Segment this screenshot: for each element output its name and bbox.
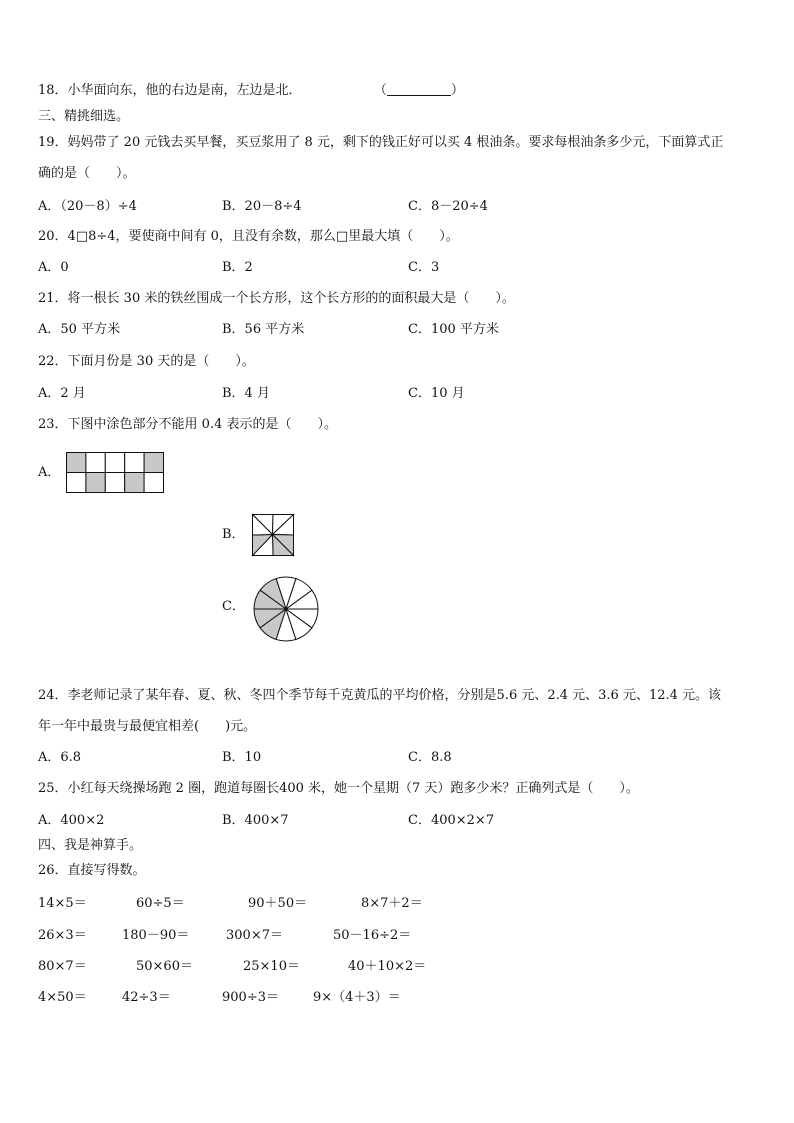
question-20-text: 20．4□8÷4，要使商中间有 0，且没有余数，那么□里最大填（ ）。 bbox=[38, 229, 459, 244]
grid-cell bbox=[144, 473, 163, 493]
calc-item: 50×60＝ bbox=[136, 959, 193, 974]
question-22-text: 22．下面月份是 30 天的是（ ）。 bbox=[38, 354, 255, 369]
q23-circle-figure[interactable] bbox=[253, 576, 319, 642]
q25-option-b[interactable]: B．400×7 bbox=[222, 813, 289, 828]
q25-option-c[interactable]: C．400×2×7 bbox=[408, 813, 495, 828]
question-18: 18．小华面向东，他的右边是南，左边是北． （ ） bbox=[38, 83, 464, 98]
q23-option-a-label[interactable]: A． bbox=[38, 465, 61, 480]
calc-item: 80×7＝ bbox=[38, 959, 87, 974]
grid-cell bbox=[144, 453, 163, 473]
grid-cell bbox=[125, 473, 144, 493]
q23-option-b-label[interactable]: B． bbox=[222, 527, 245, 542]
grid-cell bbox=[105, 453, 124, 473]
calc-item: 90＋50＝ bbox=[248, 896, 308, 911]
calc-item: 4×50＝ bbox=[38, 990, 87, 1005]
question-24-line2: 年一年中最贵与最便宜相差( )元。 bbox=[38, 719, 257, 734]
calc-item: 180－90＝ bbox=[122, 928, 190, 943]
q22-option-b[interactable]: B．4 月 bbox=[222, 386, 270, 401]
q22-option-a[interactable]: A．2 月 bbox=[38, 386, 86, 401]
calc-item: 9×（4＋3）＝ bbox=[313, 990, 401, 1005]
q23-option-c-label[interactable]: C． bbox=[222, 599, 245, 614]
q23-square-figure[interactable] bbox=[252, 514, 294, 556]
q23-grid-figure[interactable] bbox=[66, 452, 164, 493]
q20-option-b[interactable]: B．2 bbox=[222, 260, 253, 275]
grid-cell bbox=[67, 453, 86, 473]
q21-option-c[interactable]: C．100 平方米 bbox=[408, 322, 499, 337]
q19-option-a[interactable]: A．（20－8）÷4 bbox=[38, 199, 137, 214]
q20-option-a[interactable]: A．0 bbox=[38, 260, 69, 275]
question-19-line1: 19．妈妈带了 20 元钱去买早餐，买豆浆用了 8 元，剩下的钱正好可以买 4 根油条。要求每根油条多少元，下面算式正 bbox=[38, 135, 724, 150]
calc-item: 900÷3＝ bbox=[222, 990, 279, 1005]
grid-cell bbox=[105, 473, 124, 493]
q22-option-c[interactable]: C．10 月 bbox=[408, 386, 465, 401]
calc-item: 40＋10×2＝ bbox=[348, 959, 427, 974]
q21-option-a[interactable]: A．50 平方米 bbox=[38, 322, 121, 337]
q19-option-b[interactable]: B．20－8÷4 bbox=[222, 199, 302, 214]
question-26-text: 26．直接写得数。 bbox=[38, 863, 146, 878]
calc-item: 42÷3＝ bbox=[122, 990, 171, 1005]
calc-item: 8×7＋2＝ bbox=[361, 896, 423, 911]
q21-option-b[interactable]: B．56 平方米 bbox=[222, 322, 305, 337]
calc-item: 14×5＝ bbox=[38, 896, 87, 911]
question-25-text: 25．小红每天绕操场跑 2 圈，跑道每圈长400 米，她一个星期（7 天）跑多少米？正确列式是（ ）。 bbox=[38, 781, 639, 796]
q19-option-c[interactable]: C．8－20÷4 bbox=[408, 199, 488, 214]
section-4-heading: 四、我是神算手。 bbox=[38, 838, 143, 853]
section-3-heading: 三、精挑细选。 bbox=[38, 109, 130, 124]
calc-item: 26×3＝ bbox=[38, 928, 87, 943]
calc-item: 60÷5＝ bbox=[136, 896, 185, 911]
calc-item: 25×10＝ bbox=[243, 959, 300, 974]
q24-option-a[interactable]: A．6.8 bbox=[38, 750, 82, 765]
calc-item: 50－16÷2＝ bbox=[333, 928, 412, 943]
question-21-text: 21．将一根长 30 米的铁丝围成一个长方形，这个长方形的的面积最大是（ ）。 bbox=[38, 291, 515, 306]
grid-cell bbox=[67, 473, 86, 493]
q20-option-c[interactable]: C．3 bbox=[408, 260, 440, 275]
grid-cell bbox=[86, 453, 105, 473]
question-23-text: 23．下图中涂色部分不能用 0.4 表示的是（ ）。 bbox=[38, 417, 337, 432]
question-19-line2: 确的是（ ）。 bbox=[38, 166, 136, 181]
answer-blank[interactable] bbox=[387, 83, 451, 96]
question-24-line1: 24．李老师记录了某年春、夏、秋、冬四个季节每千克黄瓜的平均价格，分别是5.6 元、2.4 元、3.6 元、12.4 元。该 bbox=[38, 688, 722, 703]
q24-option-c[interactable]: C．8.8 bbox=[408, 750, 452, 765]
grid-cell bbox=[125, 453, 144, 473]
grid-cell bbox=[86, 473, 105, 493]
q25-option-a[interactable]: A．400×2 bbox=[38, 813, 105, 828]
q24-option-b[interactable]: B．10 bbox=[222, 750, 262, 765]
calc-item: 300×7＝ bbox=[226, 928, 283, 943]
question-18-text: 18．小华面向东，他的右边是南，左边是北． bbox=[38, 83, 302, 98]
